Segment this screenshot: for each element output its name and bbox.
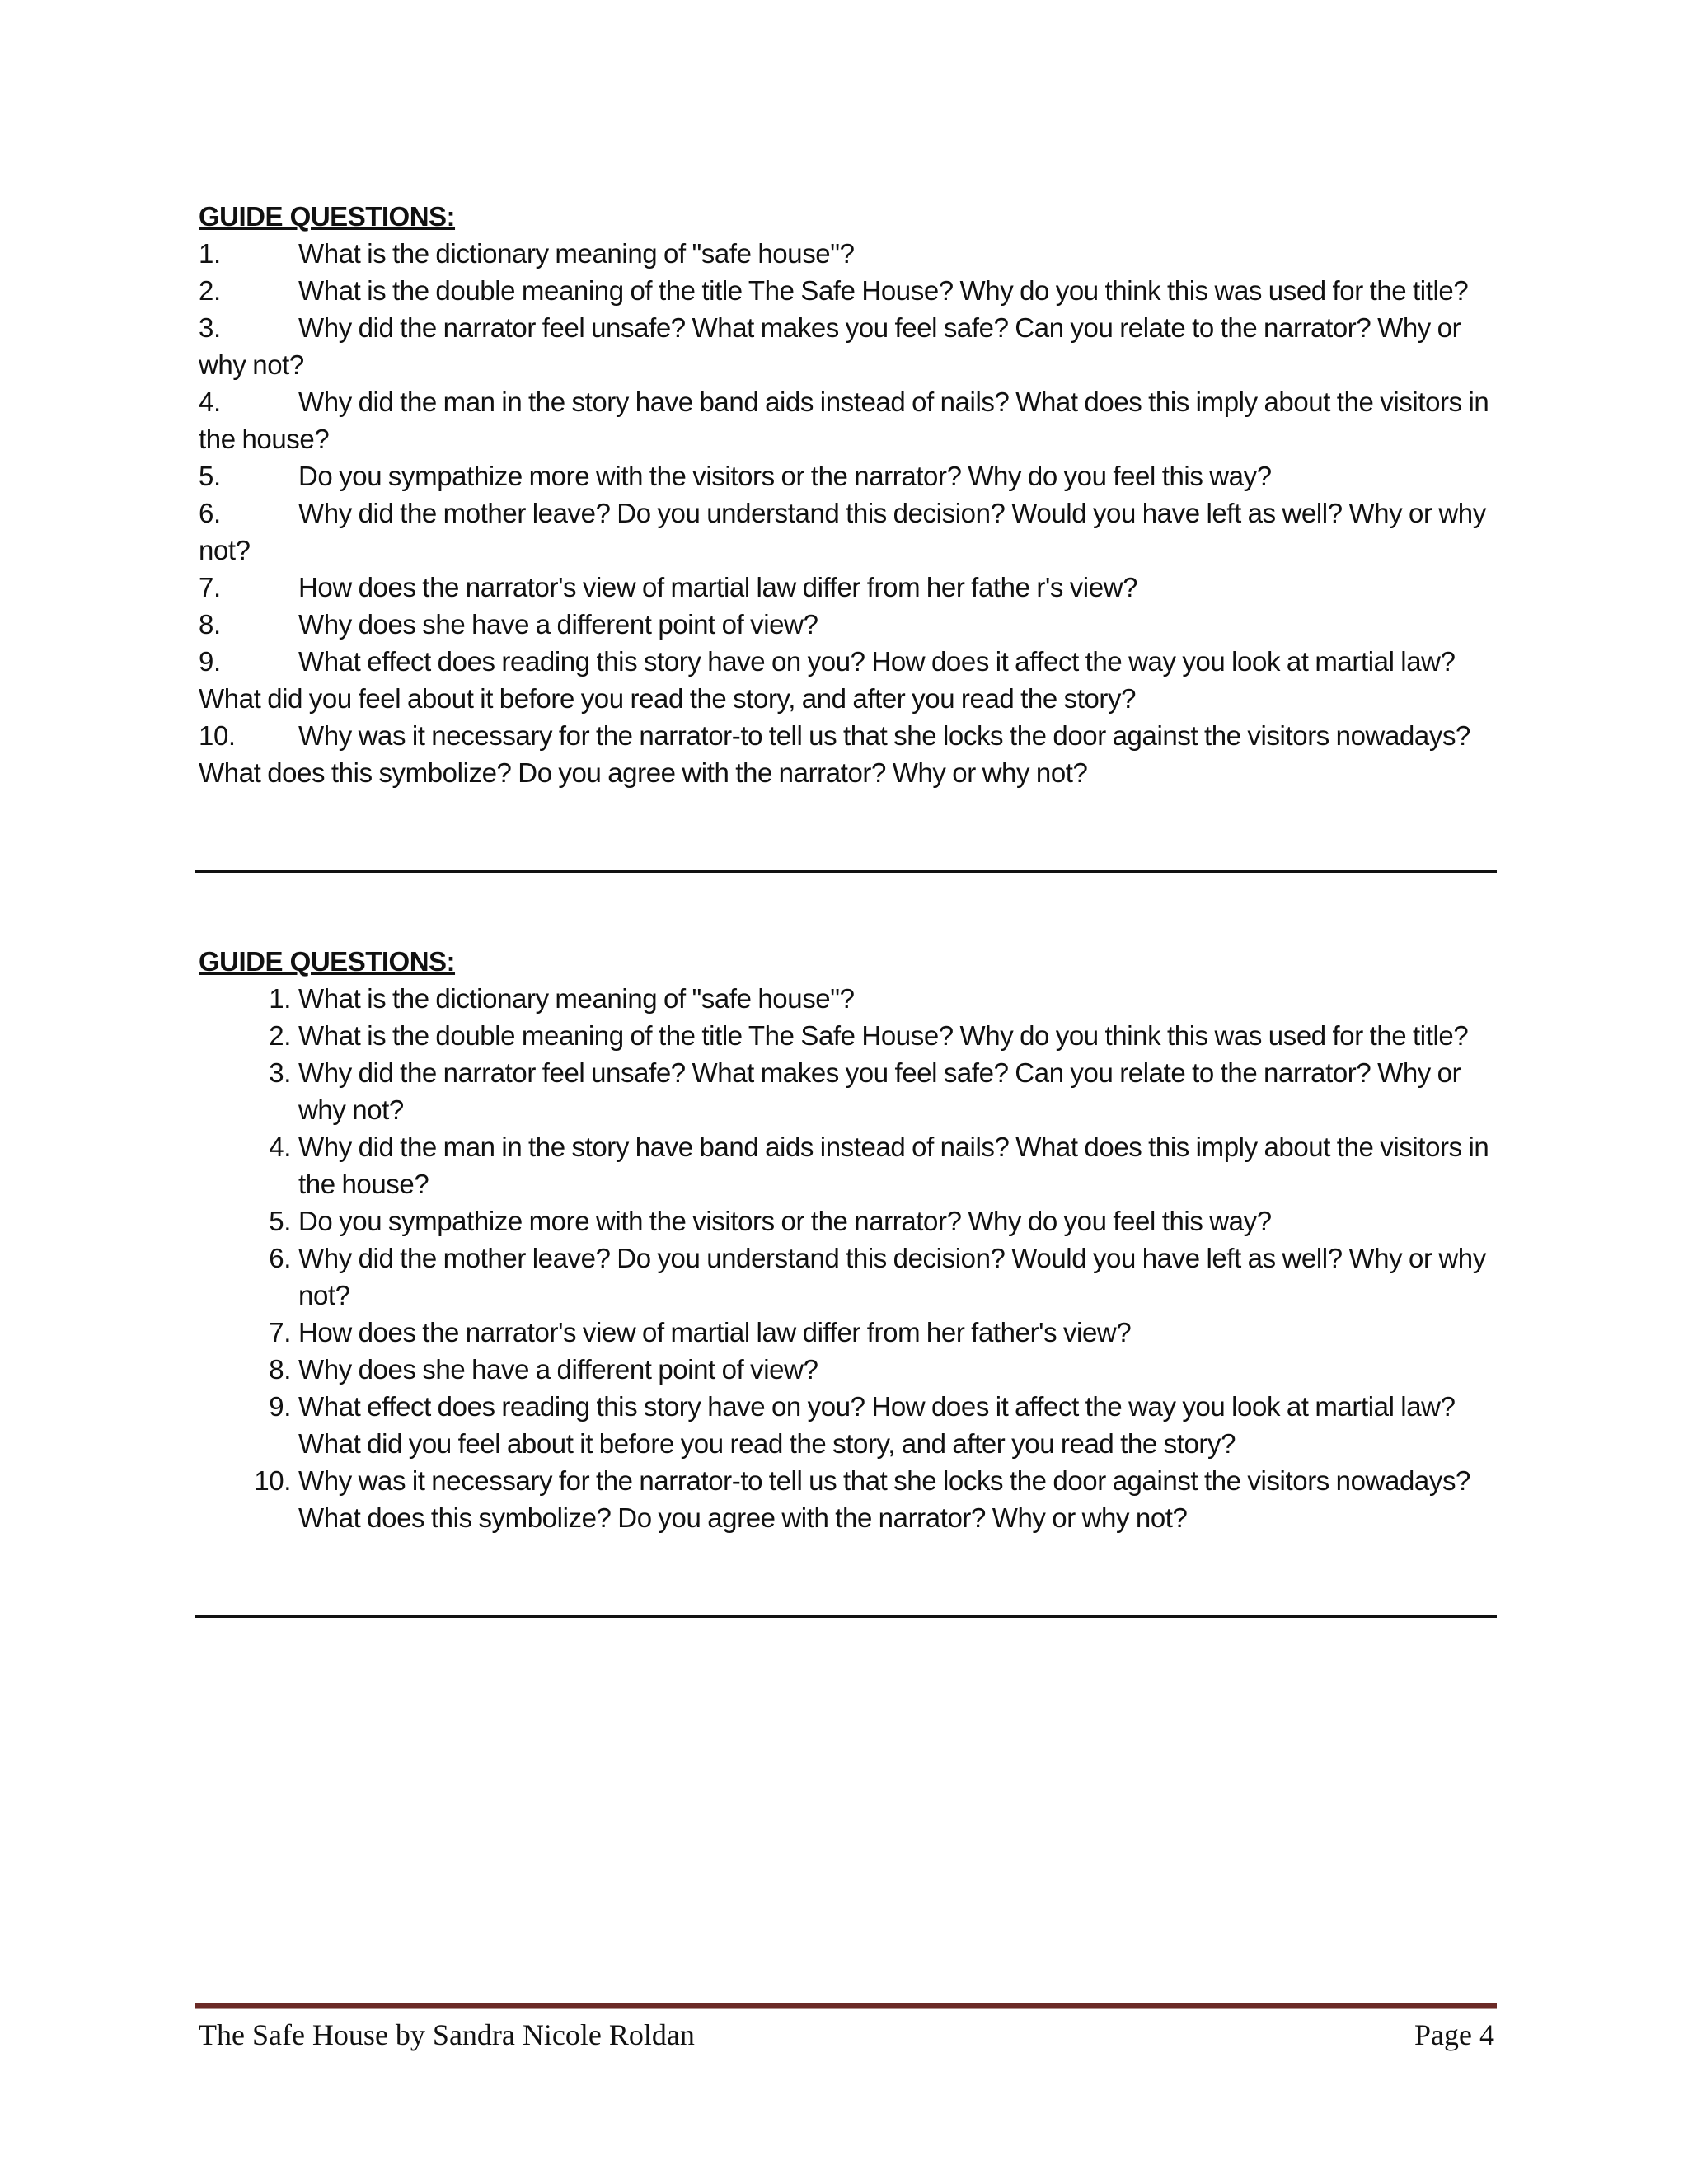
question-text: Why did the narrator feel unsafe? What makes you feel safe? Can you relate to the narrator? Why or why not? <box>298 1057 1461 1125</box>
question-item <box>199 1128 1501 1202</box>
question-number: 6. <box>199 498 221 528</box>
question-item <box>199 383 1501 457</box>
section-divider <box>195 870 1497 873</box>
question-item <box>199 1351 1501 1388</box>
page-footer <box>199 2017 1494 2053</box>
question-number: 1. <box>269 983 291 1014</box>
question-text: What effect does reading this story have on you? How does it affect the way you look at martial law? What did you feel about it before you read the story, and after you read the story? <box>199 646 1456 714</box>
question-number: 8. <box>269 1354 291 1385</box>
question-number: 8. <box>199 609 221 640</box>
question-number: 9. <box>199 646 221 677</box>
question-item <box>199 717 1501 791</box>
question-number: 4. <box>199 387 221 417</box>
question-item <box>199 1240 1501 1314</box>
question-item <box>199 1314 1501 1351</box>
question-text: What is the double meaning of the title The Safe House? Why do you think this was used for the title? <box>298 275 1469 306</box>
question-list <box>199 980 1501 1536</box>
question-number: 4. <box>269 1132 291 1162</box>
question-number: 9. <box>269 1391 291 1422</box>
question-text: Do you sympathize more with the visitors or the narrator? Why do you feel this way? <box>298 1206 1272 1236</box>
question-number: 2. <box>269 1020 291 1051</box>
question-item <box>199 309 1501 383</box>
question-number: 7. <box>269 1317 291 1347</box>
question-list <box>199 235 1501 791</box>
section-heading: GUIDE QUESTIONS: <box>199 946 456 977</box>
question-item <box>199 980 1501 1017</box>
question-item <box>199 235 1501 272</box>
question-text: Why did the man in the story have band aids instead of nails? What does this imply about the visitors in the house? <box>199 387 1489 454</box>
question-text: Why does she have a different point of view? <box>298 1354 818 1385</box>
section-heading: GUIDE QUESTIONS: <box>199 201 456 232</box>
question-text: How does the narrator's view of martial law differ from her fathe r's view? <box>298 572 1138 602</box>
question-text: Do you sympathize more with the visitors or the narrator? Why do you feel this way? <box>298 461 1272 491</box>
question-text: Why did the mother leave? Do you understand this decision? Would you have left as well? Why or why not? <box>298 1243 1486 1310</box>
question-text: What is the dictionary meaning of "safe house"? <box>298 983 855 1014</box>
question-item <box>199 1202 1501 1240</box>
question-text: What effect does reading this story have on you? How does it affect the way you look at martial law? What did you feel about it before you read the story, and after you read the story? <box>298 1391 1456 1459</box>
question-item <box>199 1462 1501 1536</box>
question-number: 5. <box>199 461 221 491</box>
question-text: Why did the man in the story have band aids instead of nails? What does this imply about the visitors in the house? <box>298 1132 1489 1199</box>
question-item <box>199 1054 1501 1128</box>
question-number: 5. <box>269 1206 291 1236</box>
question-item <box>199 606 1501 643</box>
guide-questions-section-numbered <box>199 943 1501 1536</box>
question-item <box>199 494 1501 569</box>
question-item <box>199 457 1501 494</box>
question-text: Why was it necessary for the narrator-to tell us that she locks the door against the visitors nowadays? What does this symbolize? Do you agree with the narrator? Why or why not? <box>298 1465 1470 1533</box>
question-number: 3. <box>199 312 221 343</box>
question-text: Why was it necessary for the narrator-to tell us that she locks the door against the visitors nowadays? What does this symbolize? Do you agree with the narrator? Why or why not? <box>199 720 1470 788</box>
question-text: What is the dictionary meaning of "safe house"? <box>298 238 855 269</box>
question-text: Why did the narrator feel unsafe? What makes you feel safe? Can you relate to the narrator? Why or why not? <box>199 312 1461 380</box>
question-item <box>199 569 1501 606</box>
question-number: 2. <box>199 275 221 306</box>
guide-questions-section-flat <box>199 198 1501 791</box>
question-item <box>199 1388 1501 1462</box>
footer-rule <box>195 2003 1497 2009</box>
footer-title: The Safe House by Sandra Nicole Roldan <box>199 2018 695 2051</box>
question-number: 6. <box>269 1243 291 1273</box>
question-number: 1. <box>199 238 221 269</box>
question-text: Why did the mother leave? Do you understand this decision? Would you have left as well? Why or why not? <box>199 498 1486 565</box>
question-item <box>199 272 1501 309</box>
question-number: 7. <box>199 572 221 602</box>
section-divider <box>195 1615 1497 1618</box>
page-number: Page 4 <box>1414 2018 1494 2051</box>
question-text: How does the narrator's view of martial law differ from her father's view? <box>298 1317 1132 1347</box>
question-number: 10. <box>254 1465 291 1496</box>
question-number: 10. <box>199 720 236 751</box>
question-item <box>199 1017 1501 1054</box>
question-text: Why does she have a different point of view? <box>298 609 818 640</box>
question-text: What is the double meaning of the title The Safe House? Why do you think this was used for the title? <box>298 1020 1469 1051</box>
question-item <box>199 643 1501 717</box>
question-number: 3. <box>269 1057 291 1088</box>
